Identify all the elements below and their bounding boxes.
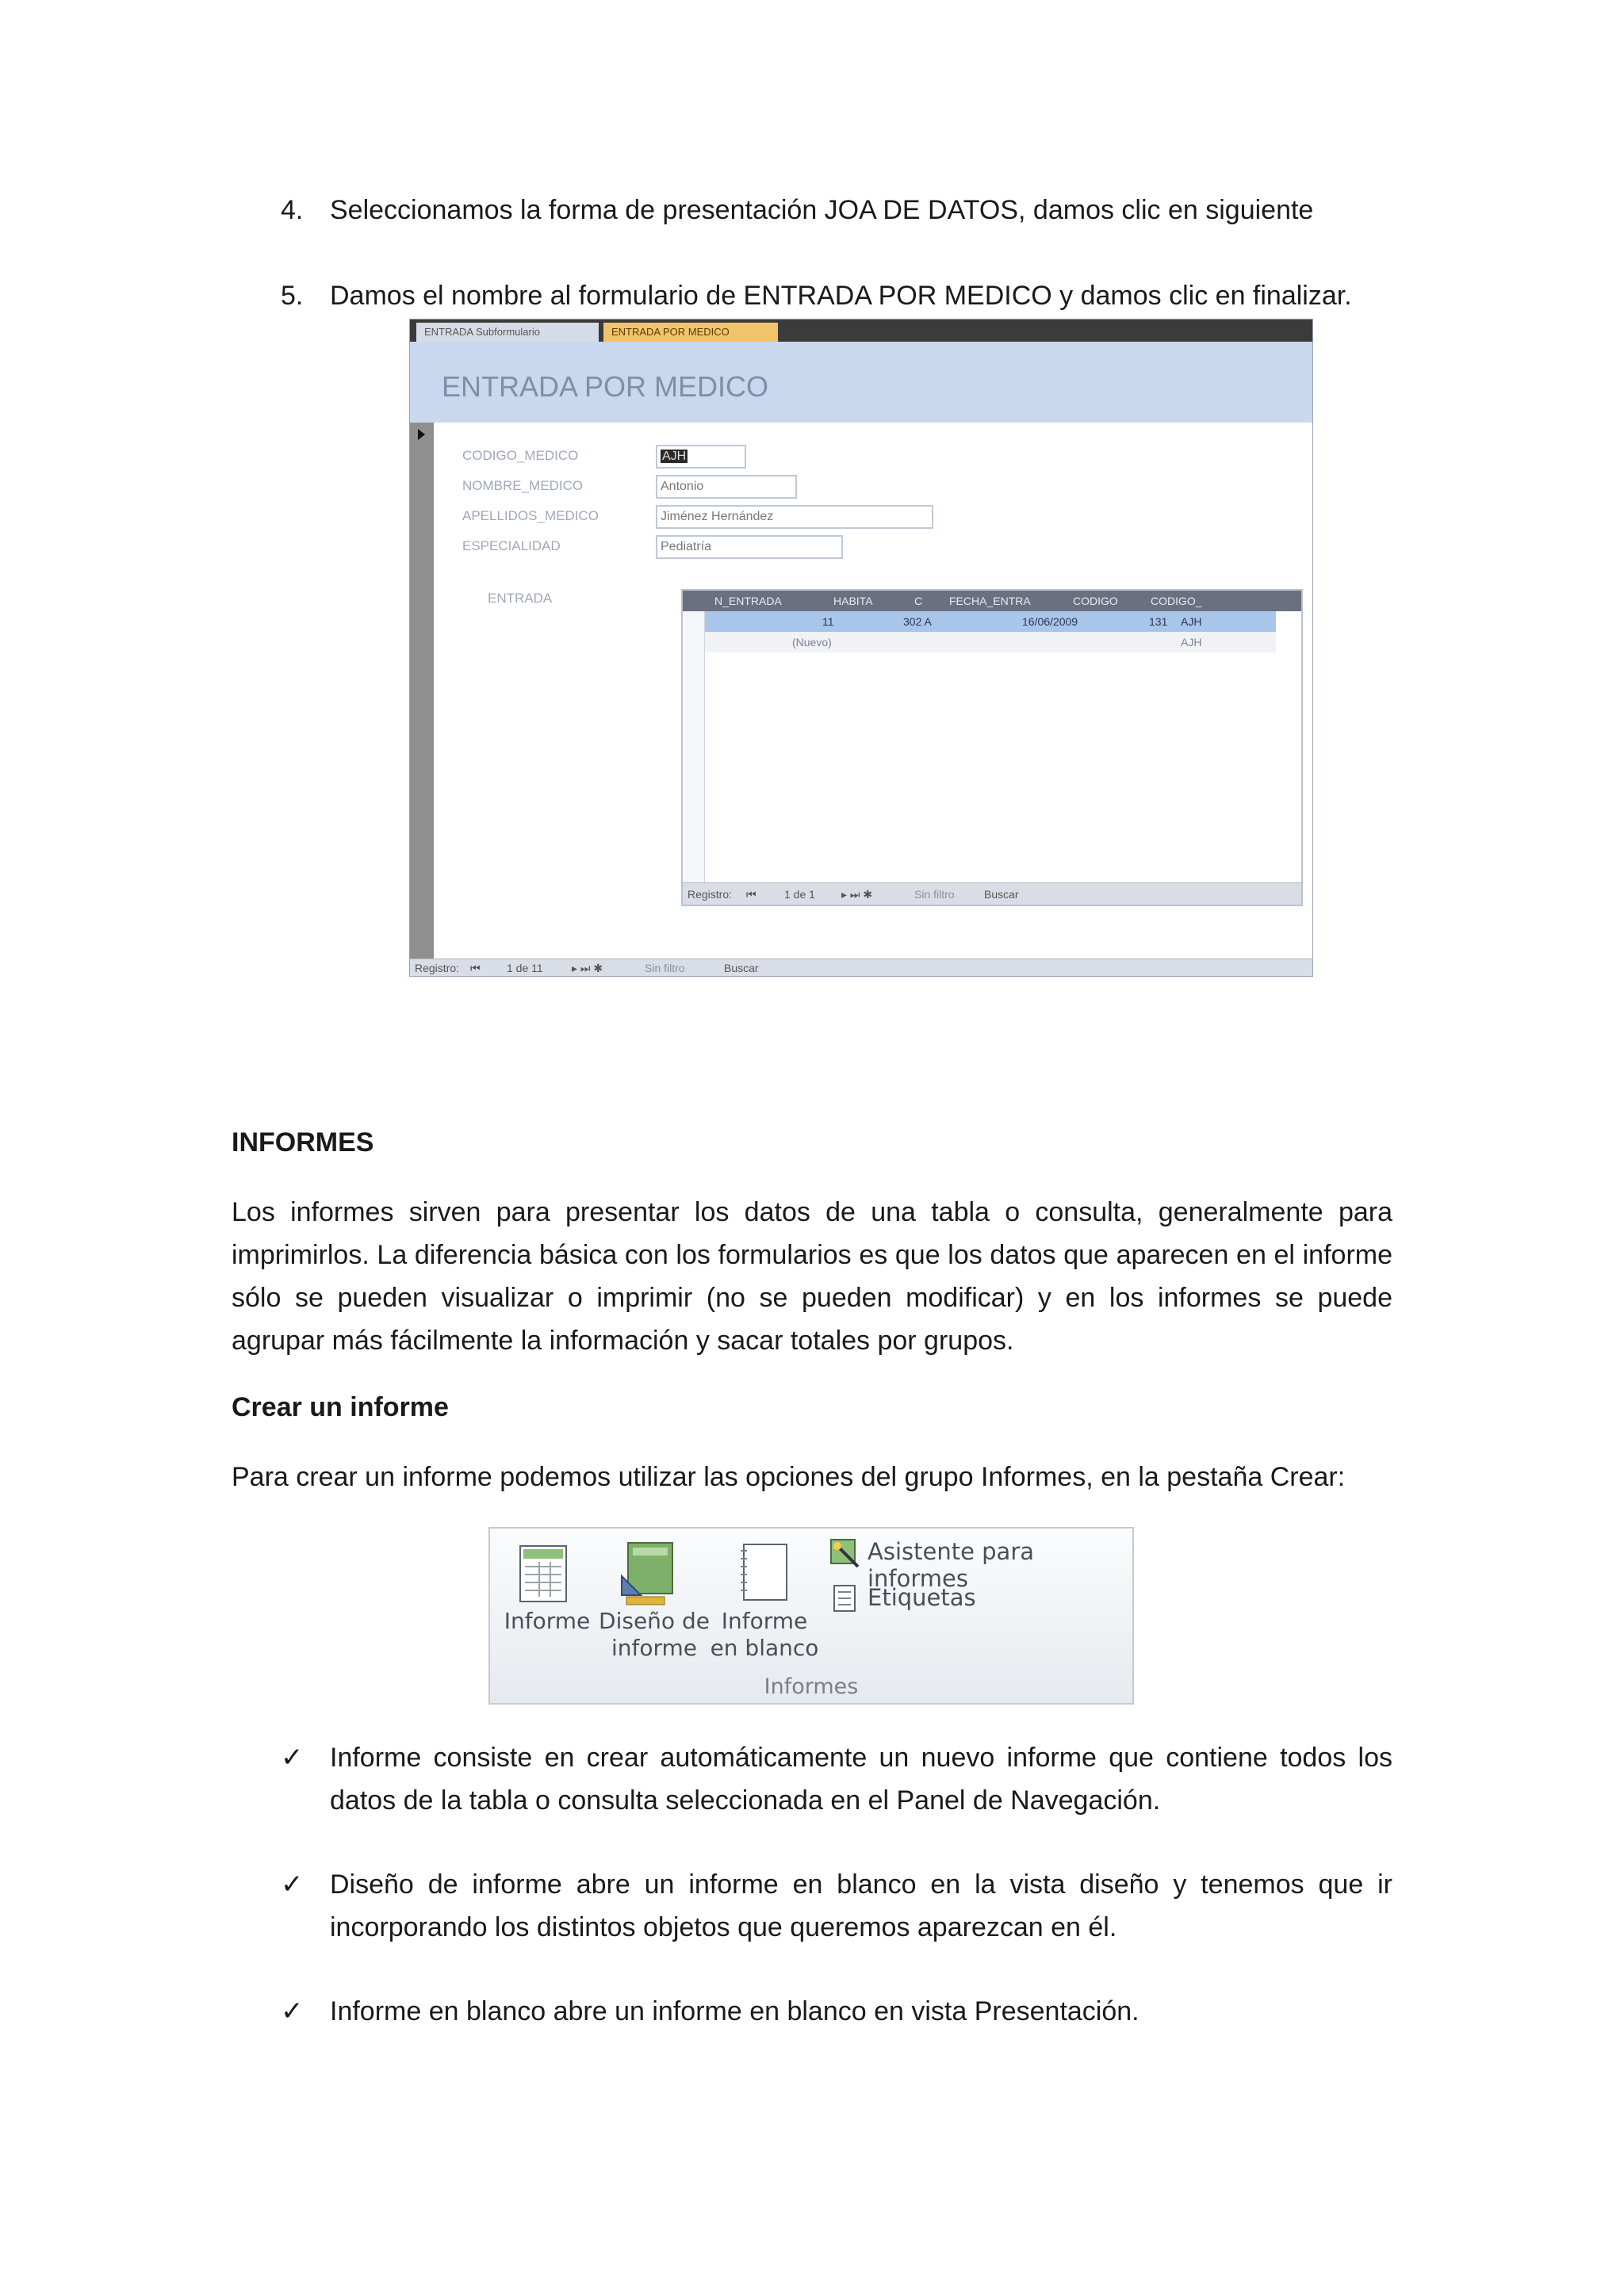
search-field[interactable]: Buscar — [984, 888, 1019, 901]
check-icon: ✓ — [281, 1996, 304, 2027]
button-label: informe — [611, 1635, 698, 1661]
blank-report-button[interactable] — [709, 1608, 820, 1662]
check-icon: ✓ — [281, 1869, 304, 1900]
step-text: Damos el nombre al formulario de ENTRADA POR MEDICO y damos clic en finalizar. — [330, 281, 1352, 311]
field-value: AJH — [662, 450, 687, 463]
table-cell[interactable]: AJH — [1181, 615, 1202, 628]
ribbon-group-screenshot — [488, 1527, 1134, 1705]
nav-label: Registro: — [688, 888, 733, 901]
search-field[interactable]: Buscar — [724, 962, 759, 974]
report-wizard-icon — [828, 1536, 861, 1574]
table-cell[interactable]: (Nuevo) — [792, 636, 832, 649]
filter-status[interactable]: Sin filtro — [645, 962, 685, 974]
table-row[interactable] — [705, 632, 1276, 652]
next-record-icon[interactable]: ▸ ⏭ ✱ — [841, 888, 873, 901]
step-text: Seleccionamos la forma de presentación JOA DE DATOS, damos clic en siguiente — [330, 195, 1314, 225]
column-header[interactable]: CODIGO — [1073, 595, 1118, 607]
tab-subform[interactable]: ENTRADA Subformulario — [416, 323, 599, 342]
especialidad-field[interactable]: Pediatría — [656, 535, 843, 559]
nav-label: Registro: — [415, 962, 460, 974]
nombre-medico-field[interactable]: Antonio — [656, 475, 797, 499]
blank-report-icon — [736, 1541, 793, 1609]
filter-status[interactable]: Sin filtro — [914, 888, 955, 901]
record-position[interactable]: 1 de 11 — [507, 962, 543, 974]
column-header[interactable]: N_ENTRADA — [714, 595, 782, 607]
report-design-button[interactable] — [595, 1608, 714, 1662]
report-wizard-button[interactable]: Asistente para informes — [868, 1538, 1035, 1592]
intro-paragraph: Los informes sirven para presentar los datos de una tabla o consulta, generalmente para imprimirlos. La diferencia básica con los formularios es que los datos que aparecen en el informe sólo se pueden visualizar o imprimir (no se pueden modificar) y en los informes se puede agrupar más fácilmente la información y sacar totales por grupos. — [232, 1197, 1392, 1356]
subform-label: ENTRADA — [488, 591, 553, 606]
button-label: Informe — [721, 1608, 808, 1634]
form-title: ENTRADA POR MEDICO — [442, 370, 769, 403]
datasheet-header — [683, 591, 1301, 611]
tab-form[interactable]: ENTRADA POR MEDICO — [603, 323, 778, 342]
ribbon-group-label: Informes — [764, 1674, 859, 1699]
field-label: ESPECIALIDAD — [462, 538, 561, 553]
column-header[interactable]: FECHA_ENTRA — [949, 595, 1031, 607]
table-cell[interactable]: 131 — [1149, 615, 1168, 628]
button-label: Informe — [504, 1608, 591, 1634]
step-number: 4. — [281, 195, 304, 225]
bullet-text: Diseño de informe abre un informe en blanco en la vista diseño y tenemos que ir incorporando los distintos objetos que queremos aparezcan en él. — [330, 1869, 1392, 1942]
column-header[interactable]: CODIGO_ — [1151, 595, 1202, 607]
bullet-text: Informe consiste en crear automáticamente un nuevo informe que contiene todos los datos de la tabla o consulta seleccionada en el Panel de Navegación. — [330, 1743, 1392, 1816]
row-selector-column[interactable] — [683, 611, 705, 887]
labels-icon — [831, 1584, 858, 1617]
apellidos-medico-field[interactable]: Jiménez Hernández — [656, 505, 933, 529]
check-icon: ✓ — [281, 1742, 304, 1774]
report-design-icon — [617, 1540, 680, 1612]
form-screenshot — [409, 319, 1313, 977]
subform-datasheet[interactable] — [681, 589, 1303, 906]
form-navigation-bar — [410, 959, 1312, 976]
codigo-medico-field[interactable] — [656, 445, 746, 469]
table-cell[interactable]: 11 — [822, 615, 834, 628]
report-button[interactable] — [498, 1608, 596, 1635]
next-record-icon[interactable]: ▸ ⏭ ✱ — [572, 962, 603, 974]
step-number: 5. — [281, 281, 304, 311]
form-header — [410, 342, 1312, 423]
table-row[interactable] — [705, 611, 1276, 632]
subheading: Crear un informe — [232, 1392, 449, 1422]
field-label: NOMBRE_MEDICO — [462, 478, 584, 493]
table-cell[interactable]: 302 A — [903, 615, 932, 628]
current-record-arrow-icon — [418, 429, 425, 440]
button-label: Diseño de — [599, 1608, 710, 1634]
column-header[interactable]: C — [914, 595, 923, 607]
report-icon — [515, 1543, 573, 1609]
subform-navigation-bar — [683, 882, 1301, 905]
record-selector[interactable] — [410, 423, 434, 962]
table-cell[interactable]: AJH — [1181, 636, 1202, 649]
document-tab-bar — [410, 320, 1312, 342]
button-label: en blanco — [710, 1635, 819, 1661]
first-record-icon[interactable]: ⏮ — [746, 888, 756, 901]
first-record-icon[interactable]: ⏮ — [470, 962, 481, 974]
field-label: APELLIDOS_MEDICO — [462, 508, 599, 523]
bullet-text: Informe en blanco abre un informe en blanco en vista Presentación. — [330, 1996, 1139, 2026]
create-paragraph: Para crear un informe podemos utilizar las opciones del grupo Informes, en la pestaña Crear: — [232, 1462, 1346, 1492]
section-heading: INFORMES — [232, 1127, 374, 1158]
column-header[interactable]: HABITA — [833, 595, 873, 607]
field-label: CODIGO_MEDICO — [462, 448, 579, 463]
labels-button[interactable]: Etiquetas — [868, 1584, 976, 1611]
record-position[interactable]: 1 de 1 — [784, 888, 815, 901]
table-cell[interactable]: 16/06/2009 — [1022, 615, 1078, 628]
